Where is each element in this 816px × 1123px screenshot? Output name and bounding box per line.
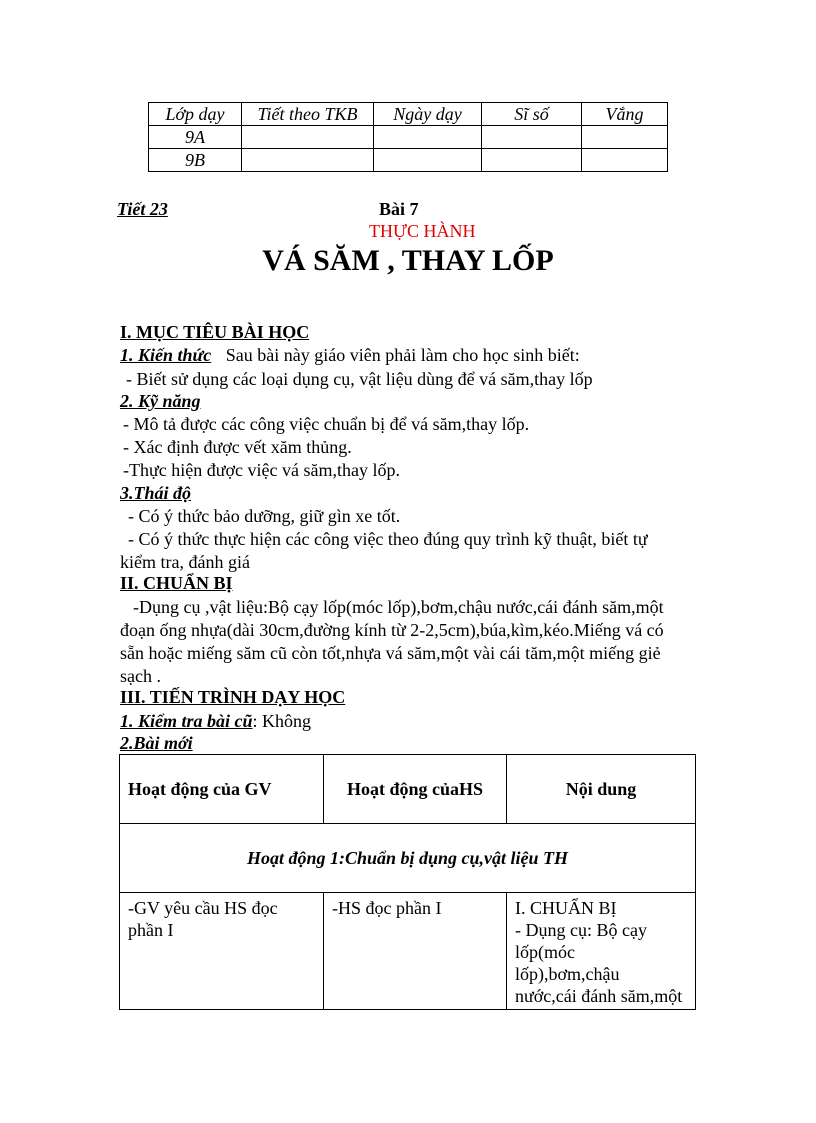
lesson-period: Tiết 23 xyxy=(117,199,168,219)
schedule-cell: 9A xyxy=(149,126,242,149)
subheading: 1. Kiểm tra bài cũ xyxy=(120,711,253,731)
subheading: 1. Kiến thức xyxy=(120,345,212,365)
activity-title-row xyxy=(120,824,696,893)
hs-line: -HS đọc phần I xyxy=(332,898,442,918)
subheading: 2. Kỹ năng xyxy=(120,391,201,411)
lesson-type: THỰC HÀNH xyxy=(369,221,476,241)
paragraph: - Có ý thức bảo dưỡng, giữ gìn xe tốt. xyxy=(128,506,401,526)
text: : Không xyxy=(252,711,312,731)
subheading: 3.Thái độ xyxy=(120,483,192,503)
schedule-cell xyxy=(482,149,582,172)
schedule-header: Tiết theo TKB xyxy=(242,103,374,126)
section-heading: II. CHUẨN BỊ xyxy=(120,573,233,593)
paragraph: - Có ý thức thực hiện các công việc theo đúng quy trình kỹ thuật, biết tự xyxy=(128,529,648,549)
paragraph xyxy=(120,345,580,366)
schedule-cell xyxy=(374,126,482,149)
schedule-header: Ngày dạy xyxy=(374,103,482,126)
gv-line: phần I xyxy=(128,920,174,940)
schedule-cell xyxy=(374,149,482,172)
schedule-cell xyxy=(582,149,668,172)
nd-line: I. CHUẨN BỊ xyxy=(515,898,617,918)
activity-table xyxy=(119,754,696,1010)
paragraph: sẵn hoặc miếng săm cũ còn tốt,nhựa vá săm,một vài cái tăm,một miếng giẻ xyxy=(120,643,661,663)
schedule-cell: 9B xyxy=(149,149,242,172)
paragraph: sạch . xyxy=(120,666,161,686)
schedule-cell xyxy=(242,149,374,172)
paragraph: -Thực hiện được việc vá săm,thay lốp. xyxy=(123,460,400,480)
nd-line: lốp),bơm,chậu xyxy=(515,964,620,984)
schedule-header-row xyxy=(149,103,668,126)
gv-line: -GV yêu cầu HS đọc xyxy=(128,898,278,918)
schedule-row xyxy=(149,149,668,172)
schedule-table xyxy=(148,102,668,172)
activity-title: Hoạt động 1:Chuẩn bị dụng cụ,vật liệu TH xyxy=(120,824,696,893)
paragraph: - Biết sử dụng các loại dụng cụ, vật liệu dùng để vá săm,thay lốp xyxy=(126,369,593,389)
paragraph: -Dụng cụ ,vật liệu:Bộ cạy lốp(móc lốp),bơm,chậu nước,cái đánh săm,một xyxy=(133,597,664,617)
section-heading: III. TIẾN TRÌNH DẠY HỌC xyxy=(120,687,346,707)
activity-header-row xyxy=(120,755,696,824)
schedule-cell xyxy=(242,126,374,149)
paragraph: - Mô tả được các công việc chuẩn bị để vá săm,thay lốp. xyxy=(123,414,530,434)
nd-cell xyxy=(507,893,696,1010)
schedule-header: Vắng xyxy=(582,103,668,126)
paragraph: đoạn ống nhựa(dài 30cm,đường kính từ 2-2,5cm),búa,kìm,kéo.Miếng vá có xyxy=(120,620,664,640)
lesson-title: VÁ SĂM , THAY LỐP xyxy=(262,244,554,277)
schedule-row xyxy=(149,126,668,149)
section-heading: I. MỤC TIÊU BÀI HỌC xyxy=(120,322,310,342)
schedule-header: Sĩ số xyxy=(482,103,582,126)
schedule-cell xyxy=(582,126,668,149)
table-header: Hoạt động củaHS xyxy=(324,755,507,824)
hs-cell xyxy=(324,893,507,1010)
lesson-number: Bài 7 xyxy=(379,199,419,219)
schedule-header: Lớp dạy xyxy=(149,103,242,126)
table-header: Hoạt động của GV xyxy=(120,755,324,824)
text: Sau bài này giáo viên phải làm cho học sinh biết: xyxy=(225,345,580,365)
nd-line: lốp(móc xyxy=(515,942,575,962)
schedule-cell xyxy=(482,126,582,149)
paragraph: - Xác định được vết xăm thủng. xyxy=(123,437,352,457)
table-header: Nội dung xyxy=(507,755,696,824)
paragraph: kiểm tra, đánh giá xyxy=(120,552,250,572)
subheading: 2.Bài mới xyxy=(120,733,193,753)
nd-line: - Dụng cụ: Bộ cạy xyxy=(515,920,647,940)
paragraph xyxy=(120,711,311,732)
nd-line: nước,cái đánh săm,một xyxy=(515,986,683,1006)
gv-cell xyxy=(120,893,324,1010)
table-row xyxy=(120,893,696,1010)
